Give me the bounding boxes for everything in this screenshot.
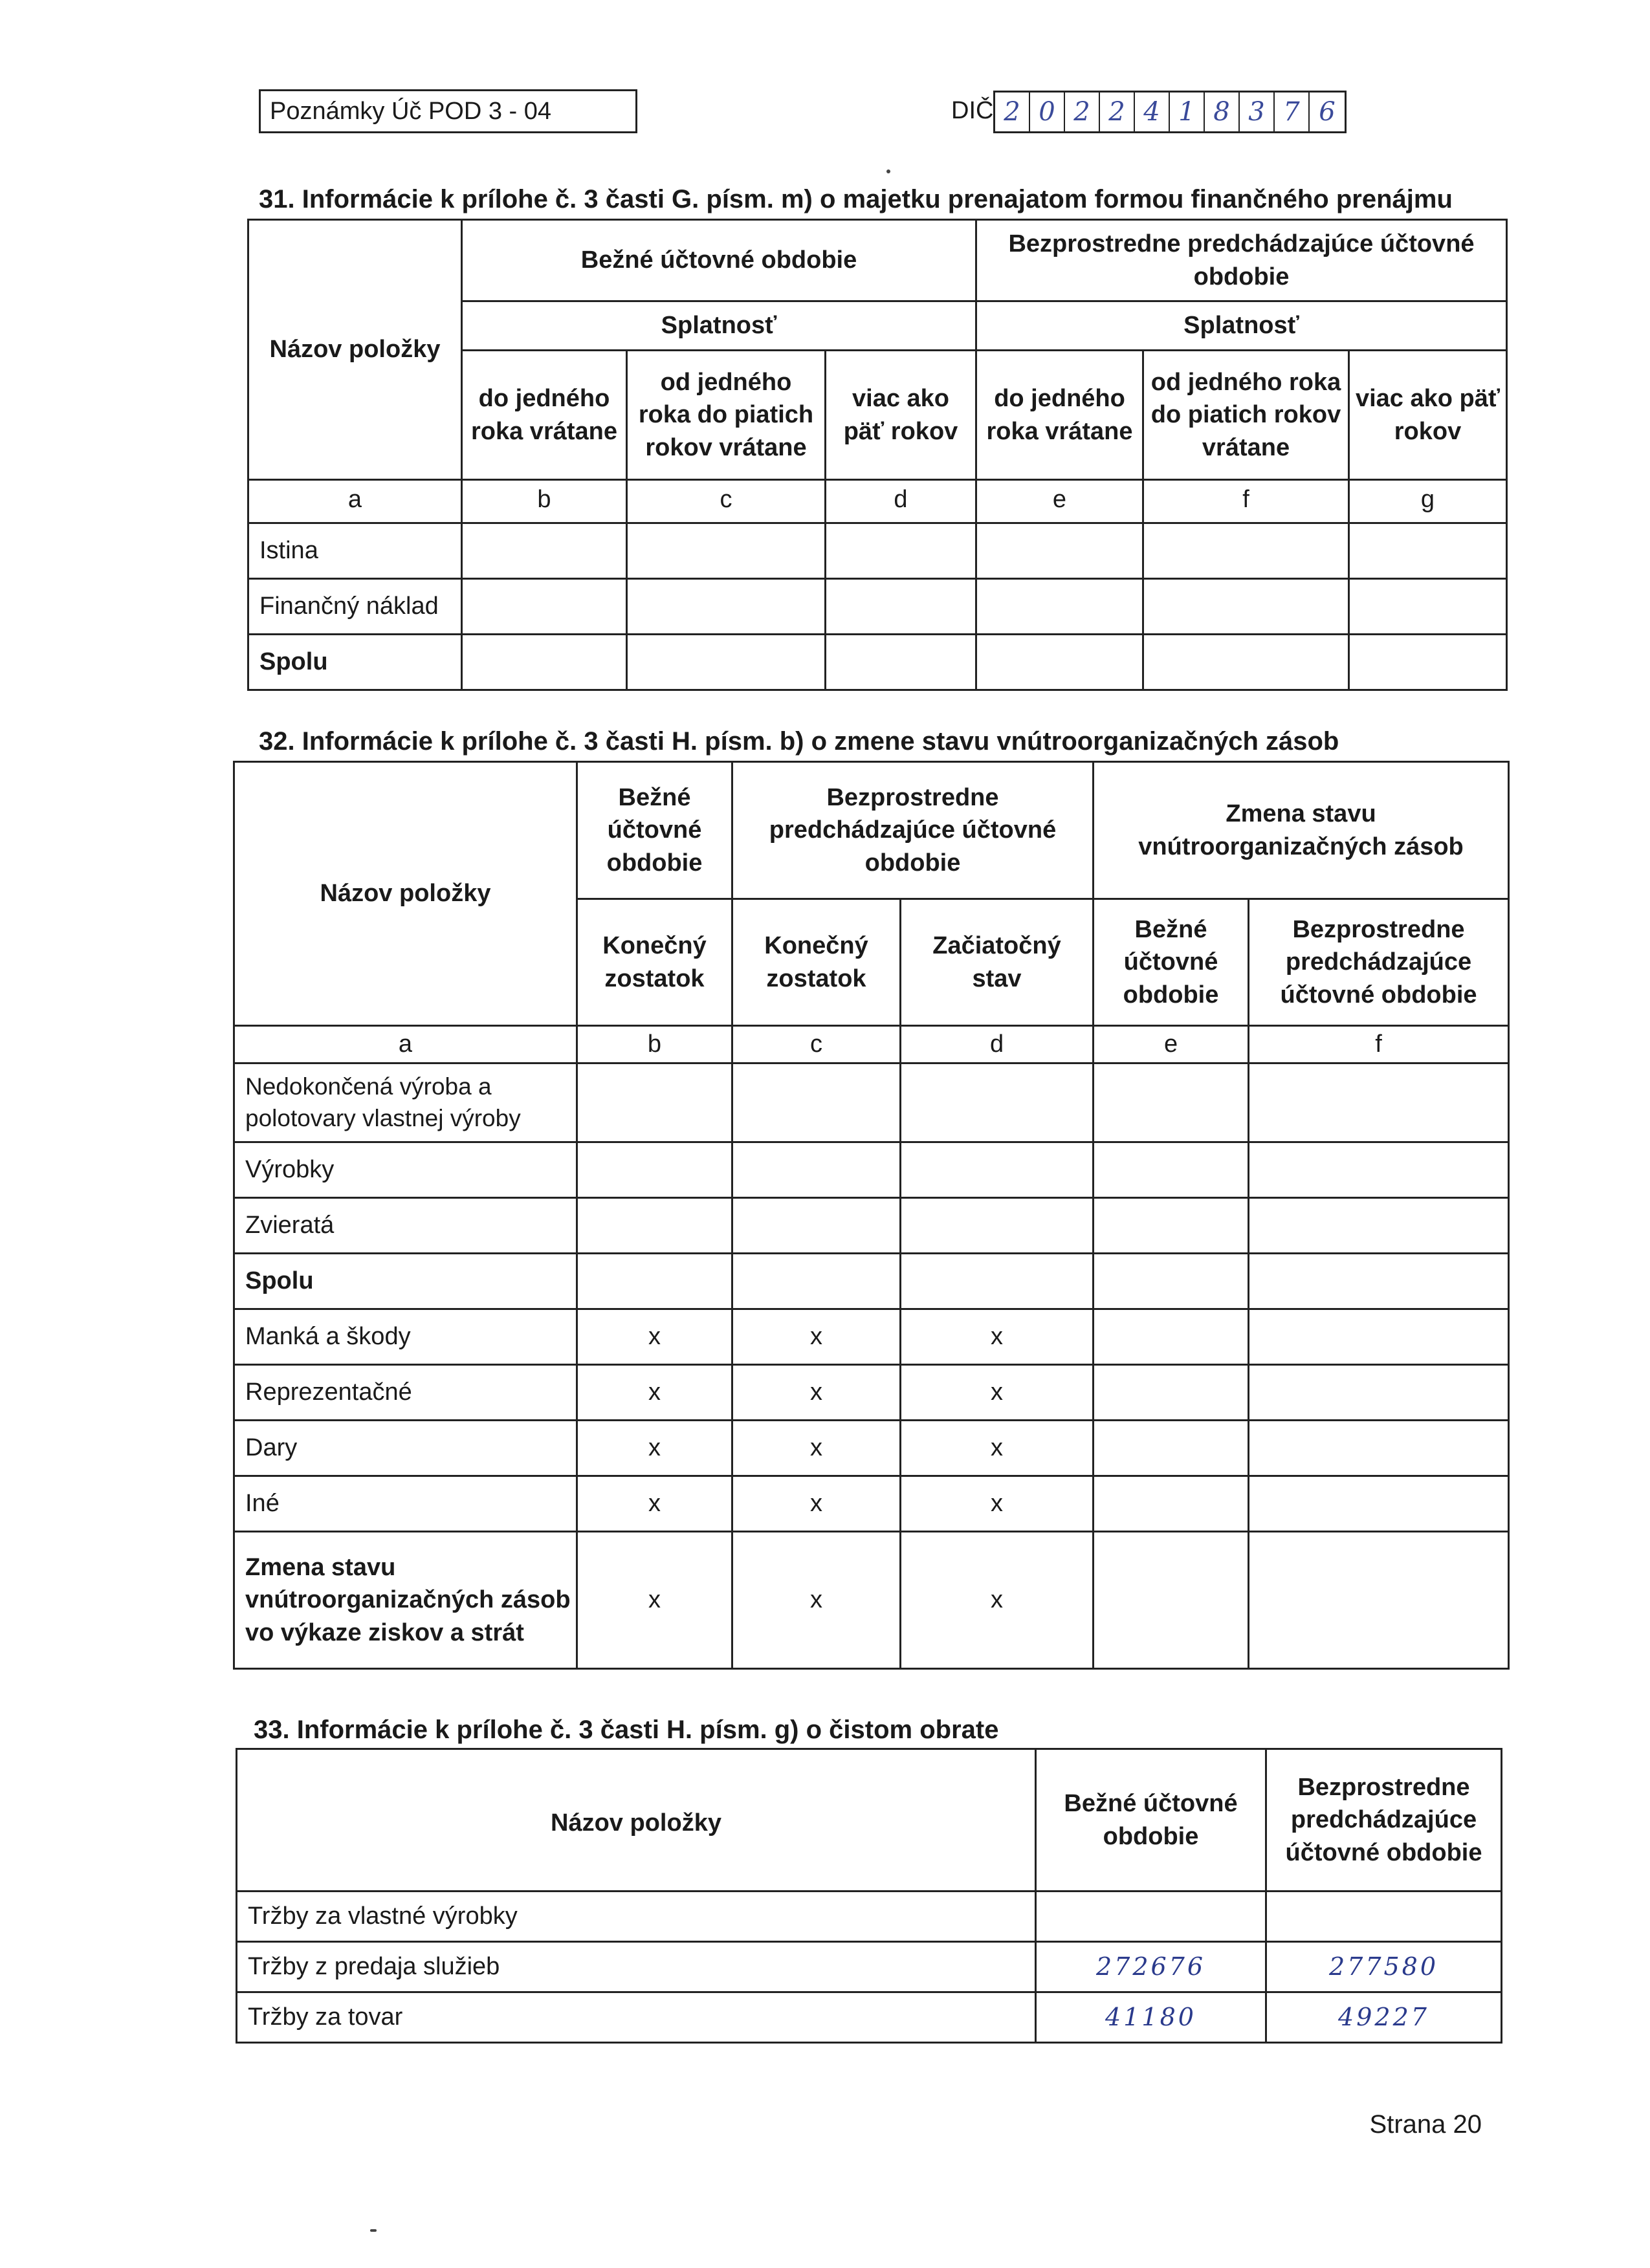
sub-header: Konečný zostatok bbox=[732, 899, 901, 1026]
table-row bbox=[237, 1942, 1502, 1992]
x-mark: x bbox=[577, 1421, 732, 1476]
dic-digit: 3 bbox=[1240, 93, 1275, 131]
table-row bbox=[248, 523, 1507, 578]
table-row bbox=[237, 1892, 1502, 1942]
table-row bbox=[234, 1063, 1509, 1142]
table-row bbox=[234, 1309, 1509, 1365]
row-label: Reprezentačné bbox=[234, 1365, 577, 1421]
maturity-col: viac ako päť rokov bbox=[826, 351, 976, 480]
x-mark: x bbox=[577, 1476, 732, 1532]
sub-header: Začiatočný stav bbox=[901, 899, 1094, 1026]
row-label: Istina bbox=[248, 523, 462, 578]
col-name-header: Názov položky bbox=[234, 762, 577, 1026]
table-row bbox=[248, 578, 1507, 634]
section-33-title: 33. Informácie k prílohe č. 3 časti H. písm. g) o čistom obrate bbox=[254, 1716, 999, 1744]
dic-digit: 2 bbox=[995, 93, 1030, 131]
table-row bbox=[234, 1142, 1509, 1198]
dic-label: DIČ bbox=[951, 97, 994, 124]
x-mark: x bbox=[901, 1309, 1094, 1365]
x-mark: x bbox=[901, 1476, 1094, 1532]
x-mark: x bbox=[732, 1476, 901, 1532]
letter-cell: c bbox=[627, 477, 826, 523]
dic-digit: 2 bbox=[1100, 93, 1135, 131]
x-mark: x bbox=[732, 1309, 901, 1365]
row-label: Výrobky bbox=[234, 1142, 577, 1198]
change-header: Zmena stavu vnútroorganizačných zásob bbox=[1094, 762, 1509, 899]
x-mark: x bbox=[732, 1532, 901, 1669]
row-label: Iné bbox=[234, 1476, 577, 1532]
row-label: Dary bbox=[234, 1421, 577, 1476]
dic-digit: 1 bbox=[1170, 93, 1205, 131]
table-row bbox=[234, 1421, 1509, 1476]
letter-cell: e bbox=[976, 477, 1143, 523]
previous-period-header: Bezprostredne predchádzajúce účtovné obdobie bbox=[1266, 1749, 1502, 1892]
letter-cell: b bbox=[577, 1026, 732, 1063]
col-name-header: Názov položky bbox=[237, 1749, 1036, 1892]
table-row bbox=[248, 634, 1507, 690]
row-label: Zmena stavu vnútroorganizačných zásob vo výkaze ziskov a strát bbox=[234, 1532, 577, 1669]
previous-period-header: Bezprostredne predchádzajúce účtovné obdobie bbox=[976, 220, 1507, 301]
x-mark: x bbox=[577, 1365, 732, 1421]
maturity-header: Splatnosť bbox=[462, 301, 976, 351]
x-mark: x bbox=[732, 1365, 901, 1421]
table-row bbox=[234, 1198, 1509, 1254]
maturity-col: do jedného roka vrátane bbox=[462, 351, 627, 480]
handwritten-value: 41180 bbox=[1036, 1992, 1266, 2043]
maturity-col: viac ako päť rokov bbox=[1349, 351, 1507, 480]
x-mark: x bbox=[901, 1532, 1094, 1669]
dic-digit: 7 bbox=[1275, 93, 1310, 131]
dic-boxes bbox=[993, 91, 1347, 133]
row-label: Tržby za tovar bbox=[237, 1992, 1036, 2043]
previous-period-header: Bezprostredne predchádzajúce účtovné obdobie bbox=[732, 762, 1094, 899]
letter-cell: d bbox=[826, 477, 976, 523]
dic-digit: 8 bbox=[1205, 93, 1240, 131]
table-row bbox=[234, 1254, 1509, 1309]
table-row bbox=[234, 1532, 1509, 1669]
section-31-body bbox=[247, 477, 1508, 691]
letter-cell: c bbox=[732, 1026, 901, 1063]
table-row bbox=[234, 1365, 1509, 1421]
scan-dot bbox=[886, 169, 890, 173]
form-label: Poznámky Úč POD 3 - 04 bbox=[259, 89, 637, 133]
sub-header: Bezprostredne predchádzajúce účtovné obdobie bbox=[1249, 899, 1509, 1026]
row-label: Spolu bbox=[234, 1254, 577, 1309]
sub-header: Bežné účtovné obdobie bbox=[1094, 899, 1249, 1026]
handwritten-value bbox=[1266, 1892, 1502, 1942]
letter-cell: f bbox=[1249, 1026, 1509, 1063]
section-33-table bbox=[236, 1748, 1502, 2044]
dic-digit: 4 bbox=[1135, 93, 1170, 131]
letter-cell: e bbox=[1094, 1026, 1249, 1063]
handwritten-value: 272676 bbox=[1036, 1942, 1266, 1992]
sub-header: Konečný zostatok bbox=[577, 899, 732, 1026]
section-31-title: 31. Informácie k prílohe č. 3 časti G. písm. m) o majetku prenajatom formou finančného prenájmu bbox=[259, 185, 1453, 213]
letter-cell: d bbox=[901, 1026, 1094, 1063]
section-32-title: 32. Informácie k prílohe č. 3 časti H. písm. b) o zmene stavu vnútroorganizačných zásob bbox=[259, 727, 1339, 756]
page-number: Strana 20 bbox=[1369, 2110, 1482, 2139]
row-label: Tržby za vlastné výrobky bbox=[237, 1892, 1036, 1942]
maturity-col: od jedného roka do piatich rokov vrátane bbox=[627, 351, 826, 480]
letter-cell: a bbox=[248, 477, 462, 523]
current-period-header: Bežné účtovné obdobie bbox=[577, 762, 732, 899]
x-mark: x bbox=[901, 1365, 1094, 1421]
row-label: Manká a škody bbox=[234, 1309, 577, 1365]
table-row bbox=[237, 1992, 1502, 2043]
letter-cell: g bbox=[1349, 477, 1507, 523]
row-label: Spolu bbox=[248, 634, 462, 690]
x-mark: x bbox=[732, 1421, 901, 1476]
col-name-header: Názov položky bbox=[248, 220, 462, 480]
current-period-header: Bežné účtovné obdobie bbox=[462, 220, 976, 301]
row-label: Zvieratá bbox=[234, 1198, 577, 1254]
maturity-header: Splatnosť bbox=[976, 301, 1507, 351]
table-row bbox=[234, 1476, 1509, 1532]
dic-digit: 2 bbox=[1065, 93, 1100, 131]
scan-mark bbox=[370, 2229, 377, 2232]
current-period-header: Bežné účtovné obdobie bbox=[1036, 1749, 1266, 1892]
row-label: Finančný náklad bbox=[248, 578, 462, 634]
section-31-table bbox=[247, 219, 1508, 481]
x-mark: x bbox=[577, 1532, 732, 1669]
row-label: Nedokončená výroba a polotovary vlastnej výroby bbox=[234, 1063, 577, 1142]
handwritten-value: 49227 bbox=[1266, 1992, 1502, 2043]
row-label: Tržby z predaja služieb bbox=[237, 1942, 1036, 1992]
x-mark: x bbox=[901, 1421, 1094, 1476]
maturity-col: do jedného roka vrátane bbox=[976, 351, 1143, 480]
letter-cell: a bbox=[234, 1026, 577, 1063]
x-mark: x bbox=[577, 1309, 732, 1365]
dic-digit: 0 bbox=[1030, 93, 1065, 131]
letter-cell: b bbox=[462, 477, 627, 523]
handwritten-value: 277580 bbox=[1266, 1942, 1502, 1992]
section-32-table bbox=[233, 761, 1510, 1670]
handwritten-value bbox=[1036, 1892, 1266, 1942]
letter-cell: f bbox=[1143, 477, 1349, 523]
maturity-col: od jedného roka do piatich rokov vrátane bbox=[1143, 351, 1349, 480]
dic-digit: 6 bbox=[1319, 97, 1336, 127]
